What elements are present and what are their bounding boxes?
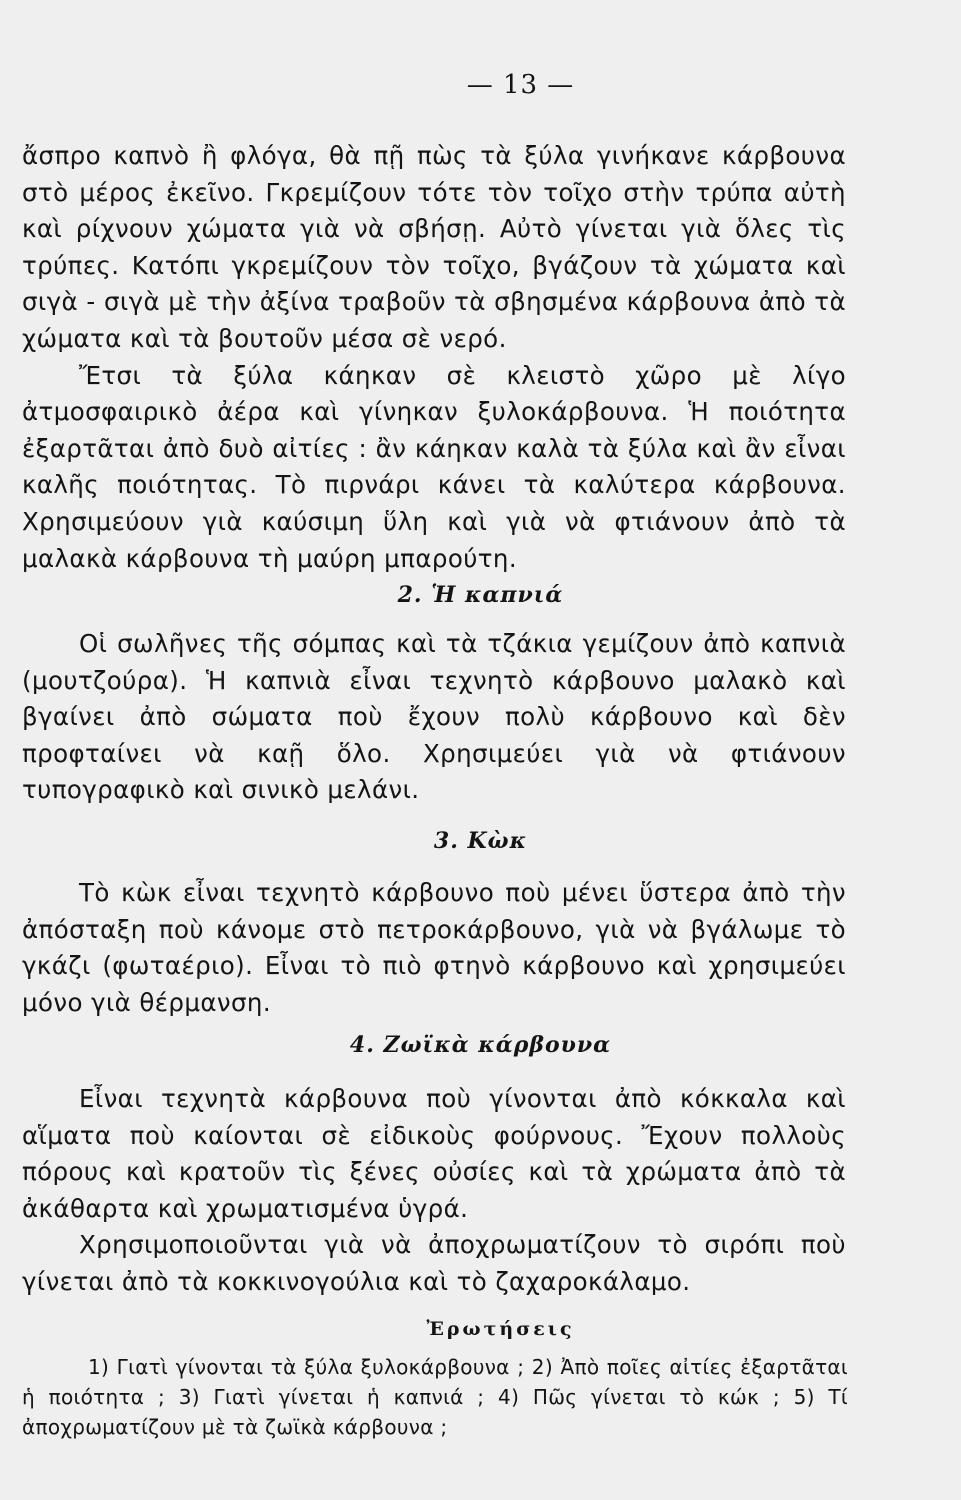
section-heading-coke: 3. Κὼκ — [433, 828, 528, 854]
intro-text-block — [22, 138, 846, 577]
paragraph-animal-charcoal: Εἶναι τεχνητὰ κάρβουνα ποὺ γίνονται ἀπὸ κόκκαλα καὶ αἵματα ποὺ καίονται σὲ εἰδικοὺς φούρνους. Ἔχουν πολλοὺς πόρους καὶ κρατοῦν τὶς ξένες οὐσίες καὶ τὰ χρώματα ἀπὸ τὰ ἀκάθαρτα καὶ χρωματισμένα ὑγρά. — [22, 1084, 846, 1223]
section-heading-animal-charcoal: 4. Ζωϊκὰ κάρβουνα — [349, 1032, 612, 1058]
page-number: — 13 — — [466, 70, 575, 100]
section-heading-soot: 2. Ἡ καπνιά — [397, 582, 564, 608]
paragraph-charcoal-process: ἄσπρο καπνὸ ἢ φλόγα, θὰ πῇ πὼς τὰ ξύλα γινήκανε κάρβουνα στὸ μέρος ἐκεῖνο. Γκρεμίζουν τότε τὸν τοῖχο στὴν τρύπα αὐτὴ καὶ ρίχνουν χώματα γιὰ νὰ σβήσῃ. Αὐτὸ γίνεται γιὰ ὅλες τὶς τρύπες. Κατόπι γκρεμίζουν τὸν τοῖχο, βγάζουν τὰ χώματα καὶ σιγὰ - σιγὰ μὲ τὴν ἀξίνα τραβοῦν τὰ σβησμένα κάρβουνα ἀπὸ τὰ χώματα καὶ τὰ βουτοῦν μέσα σὲ νερό. — [22, 141, 846, 353]
questions-text: 1) Γιατὶ γίνονται τὰ ξύλα ξυλοκάρβουνα ; 2) Ἀπὸ ποῖες αἰτίες ἐξαρτᾶται ἡ ποιότητα ; 3) Γιατὶ γίνεται ἡ καπνιά ; 4) Πῶς γίνεται τὸ κώκ ; 5) Τί ἀποχρωματίζουν μὲ τὰ ζωϊκὰ κάρβουνα ; — [22, 1355, 848, 1439]
paragraph-charcoal-quality: Ἔτσι τὰ ξύλα κάηκαν σὲ κλειστὸ χῶρο μὲ λίγο ἀτμοσφαιρικὸ ἀέρα καὶ γίνηκαν ξυλοκάρβουνα. Ἡ ποιότητα ἐξαρτᾶται ἀπὸ δυὸ αἰτίες : ἂν κάηκαν καλὰ τὰ ξύλα καὶ ἂν εἶναι καλῆς ποιότητας. Τὸ πιρνάρι κάνει τὰ καλύτερα κάρβουνα. Χρησιμεύουν γιὰ καύσιμη ὕλη καὶ γιὰ νὰ φτιάνουν ἀπὸ τὰ μαλακὰ κάρβουνα τὴ μαύρη μπαρούτη. — [22, 360, 846, 573]
section-animal-charcoal-text — [22, 1081, 846, 1301]
section-coke-text — [22, 875, 846, 1021]
paragraph-animal-charcoal-use: Χρησιμοποιοῦνται γιὰ νὰ ἀποχρωματίζουν τὸ σιρόπι ποὺ γίνεται ἀπὸ τὰ κοκκινογούλια καὶ τὸ ζαχαροκάλαμο. — [22, 1230, 846, 1296]
paragraph-soot: Οἱ σωλῆνες τῆς σόμπας καὶ τὰ τζάκια γεμίζουν ἀπὸ καπνιὰ (μουτζούρα). Ἡ καπνιὰ εἶναι τεχνητὸ κάρβουνο μαλακὸ καὶ βγαίνει ἀπὸ σώματα ποὺ ἔχουν πολὺ κάρβουνο καὶ δὲν προφταίνει νὰ καῇ ὅλο. Χρησιμεύει γιὰ νὰ φτιάνουν τυπογραφικὸ καὶ σινικὸ μελάνι. — [22, 629, 846, 805]
questions-heading: Ἐρωτήσεις — [426, 1318, 575, 1340]
questions-heading-wrap — [0, 1318, 961, 1340]
paragraph-coke: Τὸ κὼκ εἶναι τεχνητὸ κάρβουνο ποὺ μένει ὕστερα ἀπὸ τὴν ἀπόσταξη ποὺ κάνομε στὸ πετροκάρβουνο, γιὰ νὰ βγάλωμε τὸ γκάζι (φωταέριο). Εἶναι τὸ πιὸ φτηνὸ κάρβουνο καὶ χρησιμεύει μόνο γιὰ θέρμανση. — [22, 878, 846, 1017]
section-soot-text — [22, 626, 846, 809]
